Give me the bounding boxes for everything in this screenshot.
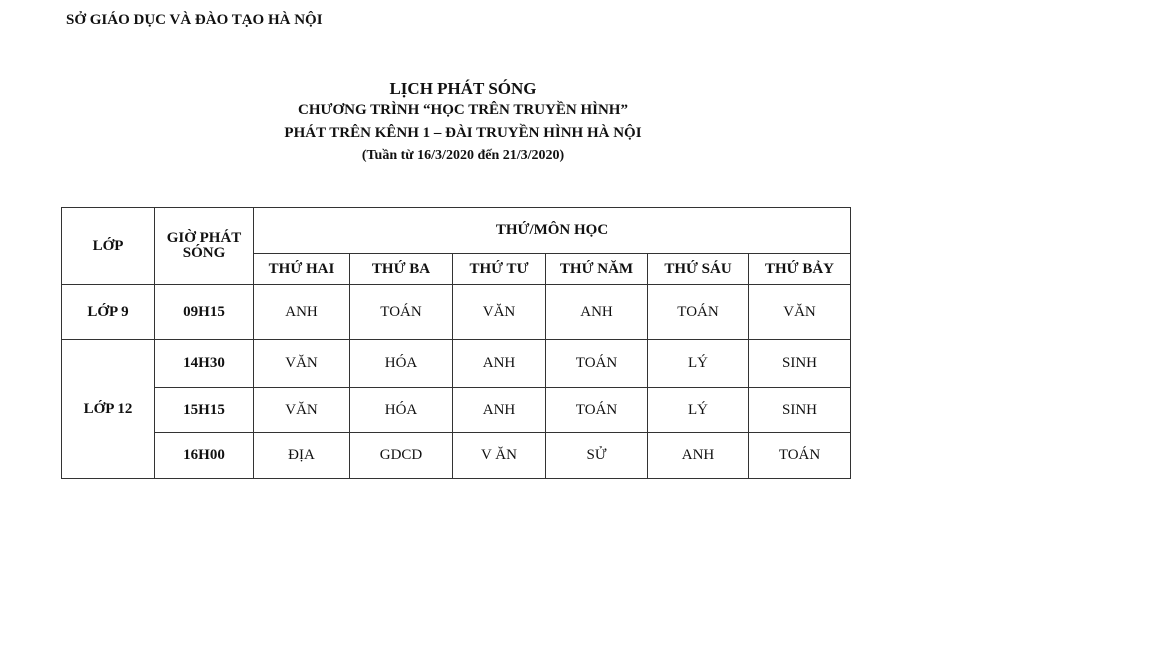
header-row-group bbox=[62, 208, 851, 254]
class-label: LỚP 12 bbox=[62, 340, 155, 479]
document-title: LỊCH PHÁT SÓNG bbox=[389, 79, 537, 98]
class-label: LỚP 9 bbox=[62, 285, 155, 340]
subject-cell: GDCD bbox=[350, 433, 453, 479]
subject-cell: TOÁN bbox=[546, 340, 648, 388]
table-row bbox=[62, 340, 851, 388]
document-titles bbox=[200, 78, 726, 166]
subject-cell: TOÁN bbox=[350, 285, 453, 340]
channel-name: PHÁT TRÊN KÊNH 1 – ĐÀI TRUYỀN HÌNH HÀ NỘI bbox=[284, 125, 642, 141]
header-time-line2: SÓNG bbox=[182, 245, 226, 261]
subject-cell: HÓA bbox=[350, 340, 453, 388]
day-header: THỨ HAI bbox=[254, 254, 350, 285]
table-row bbox=[62, 285, 851, 340]
day-header: THỨ TƯ bbox=[453, 254, 546, 285]
day-header: THỨ BẢY bbox=[749, 254, 851, 285]
table-row bbox=[62, 388, 851, 433]
week-range: (Tuần từ 16/3/2020 đến 21/3/2020) bbox=[361, 148, 565, 163]
subject-cell: ANH bbox=[254, 285, 350, 340]
header-time-line1: GIỜ PHÁT bbox=[166, 230, 242, 246]
subject-cell: VĂN bbox=[453, 285, 546, 340]
subject-cell: HÓA bbox=[350, 388, 453, 433]
subject-cell: TOÁN bbox=[648, 285, 749, 340]
subject-cell: ANH bbox=[453, 340, 546, 388]
subject-cell: VĂN bbox=[254, 340, 350, 388]
header-day-subject: THỨ/MÔN HỌC bbox=[254, 208, 851, 254]
day-header: THỨ BA bbox=[350, 254, 453, 285]
organization-name: SỞ GIÁO DỤC VÀ ĐÀO TẠO HÀ NỘI bbox=[66, 12, 323, 28]
time-cell: 15H15 bbox=[155, 388, 254, 433]
subject-cell: SINH bbox=[749, 340, 851, 388]
time-cell: 14H30 bbox=[155, 340, 254, 388]
subject-cell: SỬ bbox=[546, 433, 648, 479]
subject-cell: ĐỊA bbox=[254, 433, 350, 479]
program-name: CHƯƠNG TRÌNH “HỌC TRÊN TRUYỀN HÌNH” bbox=[298, 102, 628, 118]
subject-cell: TOÁN bbox=[749, 433, 851, 479]
schedule-table bbox=[61, 207, 851, 479]
header-broadcast-time bbox=[155, 208, 254, 285]
day-header: THỨ NĂM bbox=[546, 254, 648, 285]
subject-cell: LÝ bbox=[648, 340, 749, 388]
subject-cell: ANH bbox=[648, 433, 749, 479]
subject-cell: TOÁN bbox=[546, 388, 648, 433]
time-cell: 16H00 bbox=[155, 433, 254, 479]
subject-cell: ANH bbox=[453, 388, 546, 433]
time-cell: 09H15 bbox=[155, 285, 254, 340]
subject-cell: V ĂN bbox=[453, 433, 546, 479]
table-row bbox=[62, 433, 851, 479]
subject-cell: ANH bbox=[546, 285, 648, 340]
subject-cell: SINH bbox=[749, 388, 851, 433]
day-header: THỨ SÁU bbox=[648, 254, 749, 285]
subject-cell: VĂN bbox=[749, 285, 851, 340]
subject-cell: VĂN bbox=[254, 388, 350, 433]
subject-cell: LÝ bbox=[648, 388, 749, 433]
header-class: LỚP bbox=[62, 208, 155, 285]
